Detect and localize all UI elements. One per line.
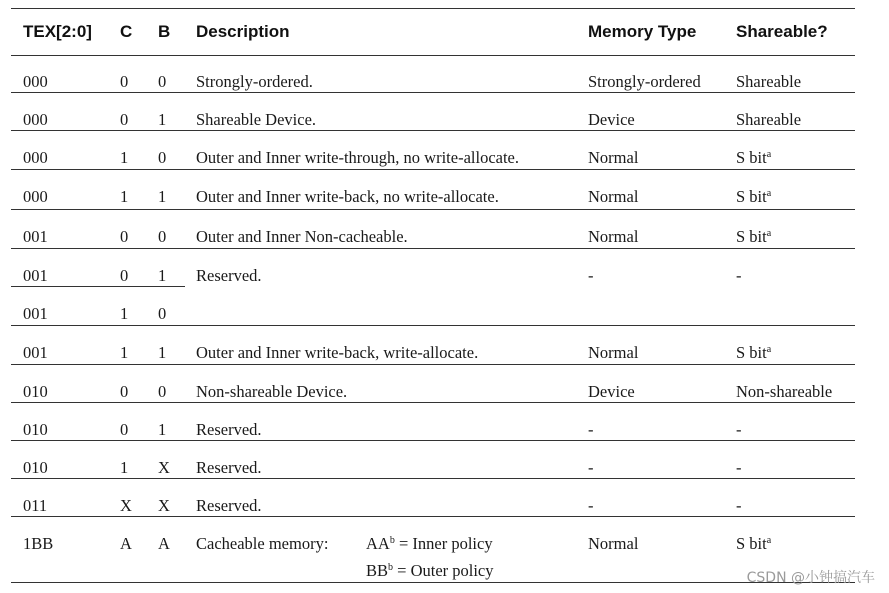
cell-memory-type-text: - — [588, 420, 594, 439]
cell-description — [196, 72, 313, 92]
cell-description-text: Cacheable memory: — [196, 534, 329, 553]
cell-shareable-text: S bit — [736, 187, 767, 206]
cell-description-text: Outer and Inner write-back, no write-allocate. — [196, 187, 499, 206]
row-divider — [11, 169, 855, 170]
inner-policy-text: = Inner policy — [394, 534, 493, 553]
cell-c-text: 0 — [120, 382, 129, 401]
cell-description-text: Outer and Inner write-through, no write-allocate. — [196, 148, 519, 167]
cell-c-text: A — [120, 534, 132, 553]
cell-description — [196, 458, 262, 478]
cell-memory-type-text: Normal — [588, 343, 639, 362]
cell-memory-type-text: - — [588, 458, 594, 477]
cell-shareable-text: S bit — [736, 534, 767, 553]
footnote-marker: a — [766, 149, 772, 160]
row-divider — [11, 364, 855, 365]
cell-tex-text: 001 — [23, 343, 48, 362]
cell-tex — [23, 187, 48, 207]
cell-memory-type — [588, 227, 638, 247]
cell-b — [158, 304, 166, 324]
table-header — [11, 8, 855, 56]
cell-description-text: Reserved. — [196, 496, 262, 515]
cell-b — [158, 148, 166, 168]
cell-tex — [23, 110, 48, 130]
cell-memory-type — [588, 458, 594, 478]
cell-description-text: Non-shareable Device. — [196, 382, 348, 401]
cell-c-text: 0 — [120, 266, 129, 285]
cacheable-policy — [366, 534, 494, 581]
cell-description — [196, 110, 316, 130]
cell-tex-text: 011 — [23, 496, 48, 515]
cell-description-text: Shareable Device. — [196, 110, 317, 129]
cell-memory-type — [588, 496, 594, 516]
inner-policy-prefix: AA — [366, 534, 390, 553]
cell-tex — [23, 458, 48, 478]
cell-shareable — [736, 187, 771, 207]
cell-shareable-text: - — [736, 458, 742, 477]
cell-c — [120, 304, 128, 324]
cell-description-text: Reserved. — [196, 458, 262, 477]
cell-b — [158, 343, 166, 363]
cell-b-text: 1 — [158, 187, 167, 206]
cell-shareable — [736, 382, 832, 402]
row-divider — [11, 325, 855, 326]
cell-memory-type-text: - — [588, 496, 594, 515]
cell-description-text: Reserved. — [196, 420, 262, 439]
cell-shareable — [736, 458, 742, 478]
cell-description — [196, 227, 408, 247]
cell-memory-type — [588, 148, 638, 168]
cell-description — [196, 534, 328, 554]
cell-c-text: X — [120, 496, 132, 515]
cell-b-text: 0 — [158, 227, 167, 246]
cell-shareable-text: Shareable — [736, 72, 802, 91]
cell-b — [158, 534, 170, 554]
cell-description — [196, 343, 478, 363]
cell-tex — [23, 72, 48, 92]
row-divider — [11, 130, 855, 131]
cell-b-text: 0 — [158, 148, 167, 167]
cell-tex — [23, 534, 53, 554]
cell-c — [120, 227, 128, 247]
cell-description — [196, 148, 519, 168]
cell-b-text: A — [158, 534, 170, 553]
cell-shareable — [736, 227, 771, 247]
cell-memory-type — [588, 534, 638, 554]
cell-shareable-text: S bit — [736, 227, 767, 246]
cell-memory-type-text: Normal — [588, 534, 639, 553]
cell-c-text: 1 — [120, 148, 129, 167]
cell-tex-text: 010 — [23, 458, 48, 477]
cell-tex-text: 000 — [23, 187, 48, 206]
cell-memory-type — [588, 187, 638, 207]
cell-c — [120, 534, 132, 554]
footnote-marker: a — [766, 188, 772, 199]
watermark: CSDN @小钟搞汽车 — [746, 570, 875, 586]
header-c: C — [120, 22, 133, 41]
row-divider — [11, 440, 855, 441]
cell-c — [120, 420, 128, 440]
cell-tex — [23, 382, 48, 402]
cell-memory-type — [588, 110, 635, 130]
cell-memory-type-text: Normal — [588, 148, 639, 167]
cell-c-text: 0 — [120, 227, 129, 246]
footnote-marker: a — [766, 344, 772, 355]
cell-tex — [23, 227, 48, 247]
cell-memory-type-text: Strongly-ordered — [588, 72, 701, 91]
cell-memory-type — [588, 72, 701, 92]
cell-shareable-text: S bit — [736, 148, 767, 167]
cell-shareable-text: - — [736, 266, 742, 285]
cell-c-text: 1 — [120, 458, 129, 477]
cell-c — [120, 110, 128, 130]
cell-b-text: X — [158, 496, 170, 515]
row-divider — [11, 582, 855, 583]
cell-c — [120, 266, 128, 286]
cell-shareable-text: S bit — [736, 343, 767, 362]
cell-c — [120, 458, 128, 478]
header-memory-type: Memory Type — [588, 22, 697, 41]
cell-c — [120, 343, 128, 363]
row-divider — [11, 402, 855, 403]
row-divider — [11, 286, 185, 287]
cell-memory-type — [588, 343, 638, 363]
cell-b-text: 0 — [158, 382, 167, 401]
cell-tex-text: 010 — [23, 382, 48, 401]
cell-b — [158, 382, 166, 402]
cell-c-text: 1 — [120, 304, 129, 323]
row-divider — [11, 248, 855, 249]
cell-b-text: 0 — [158, 304, 167, 323]
cell-c-text: 1 — [120, 343, 129, 362]
footnote-marker: b — [389, 535, 395, 546]
cell-b — [158, 496, 170, 516]
cell-shareable — [736, 343, 771, 363]
outer-policy-text: = Outer policy — [393, 561, 494, 580]
cell-memory-type — [588, 266, 594, 286]
cell-memory-type-text: Device — [588, 110, 635, 129]
cell-b — [158, 227, 166, 247]
cell-b-text: 1 — [158, 343, 167, 362]
cell-description-text: Reserved. — [196, 266, 262, 285]
cell-tex — [23, 148, 48, 168]
cell-memory-type-text: - — [588, 266, 594, 285]
cell-shareable — [736, 496, 742, 516]
cell-tex — [23, 496, 47, 516]
cell-c — [120, 187, 128, 207]
cell-tex — [23, 266, 48, 286]
cell-description — [196, 187, 499, 207]
cell-c — [120, 148, 128, 168]
cell-description — [196, 496, 262, 516]
cell-tex — [23, 343, 48, 363]
outer-policy-prefix: BB — [366, 561, 389, 580]
cell-memory-type-text: Normal — [588, 187, 639, 206]
header-shareable: Shareable? — [736, 22, 828, 41]
cell-b — [158, 458, 170, 478]
row-divider — [11, 516, 855, 517]
cell-shareable — [736, 420, 742, 440]
cell-shareable — [736, 72, 801, 92]
cell-description-text: Strongly-ordered. — [196, 72, 313, 91]
cell-description-text: Outer and Inner Non-cacheable. — [196, 227, 408, 246]
cell-b — [158, 110, 166, 130]
cell-tex-text: 010 — [23, 420, 48, 439]
cell-shareable-text: Shareable — [736, 110, 802, 129]
cell-memory-type-text: Device — [588, 382, 635, 401]
cell-b-text: 1 — [158, 420, 167, 439]
footnote-marker: a — [766, 535, 772, 546]
cell-b — [158, 266, 166, 286]
cell-shareable-text: - — [736, 420, 742, 439]
cell-c — [120, 72, 128, 92]
inner-policy-line — [366, 534, 494, 554]
cell-memory-type — [588, 382, 635, 402]
cell-shareable — [736, 266, 742, 286]
cell-tex — [23, 420, 48, 440]
row-divider — [11, 92, 855, 93]
cell-b — [158, 420, 166, 440]
cell-b-text: X — [158, 458, 170, 477]
cell-b — [158, 187, 166, 207]
cell-tex-text: 000 — [23, 72, 48, 91]
outer-policy-line — [366, 561, 494, 581]
footnote-marker: a — [766, 228, 772, 239]
cell-tex-text: 000 — [23, 110, 48, 129]
cell-memory-type-text: Normal — [588, 227, 639, 246]
row-divider — [11, 209, 855, 210]
header-description: Description — [196, 22, 290, 41]
header-tex: TEX[2:0] — [23, 22, 92, 41]
cell-c-text: 1 — [120, 187, 129, 206]
cell-shareable — [736, 534, 771, 554]
cell-description-text: Outer and Inner write-back, write-allocate. — [196, 343, 479, 362]
cell-description — [196, 420, 262, 440]
cell-tex-text: 001 — [23, 227, 48, 246]
cell-c-text: 0 — [120, 420, 129, 439]
cell-c — [120, 496, 132, 516]
cell-c — [120, 382, 128, 402]
cell-tex-text: 001 — [23, 304, 48, 323]
cell-c-text: 0 — [120, 110, 129, 129]
cell-b-text: 1 — [158, 266, 167, 285]
cell-tex-text: 000 — [23, 148, 48, 167]
row-divider — [11, 478, 855, 479]
cell-tex — [23, 304, 48, 324]
cell-c-text: 0 — [120, 72, 129, 91]
cell-b-text: 0 — [158, 72, 167, 91]
cell-b — [158, 72, 166, 92]
cell-description — [196, 382, 347, 402]
cell-tex-text: 001 — [23, 266, 48, 285]
header-b: B — [158, 22, 171, 41]
cell-tex-text: 1BB — [23, 534, 54, 553]
cell-b-text: 1 — [158, 110, 167, 129]
cell-shareable-text: Non-shareable — [736, 382, 833, 401]
footnote-marker: b — [388, 562, 394, 573]
cell-description — [196, 266, 262, 286]
cell-shareable — [736, 110, 801, 130]
cell-shareable-text: - — [736, 496, 742, 515]
cell-memory-type — [588, 420, 594, 440]
cell-shareable — [736, 148, 771, 168]
